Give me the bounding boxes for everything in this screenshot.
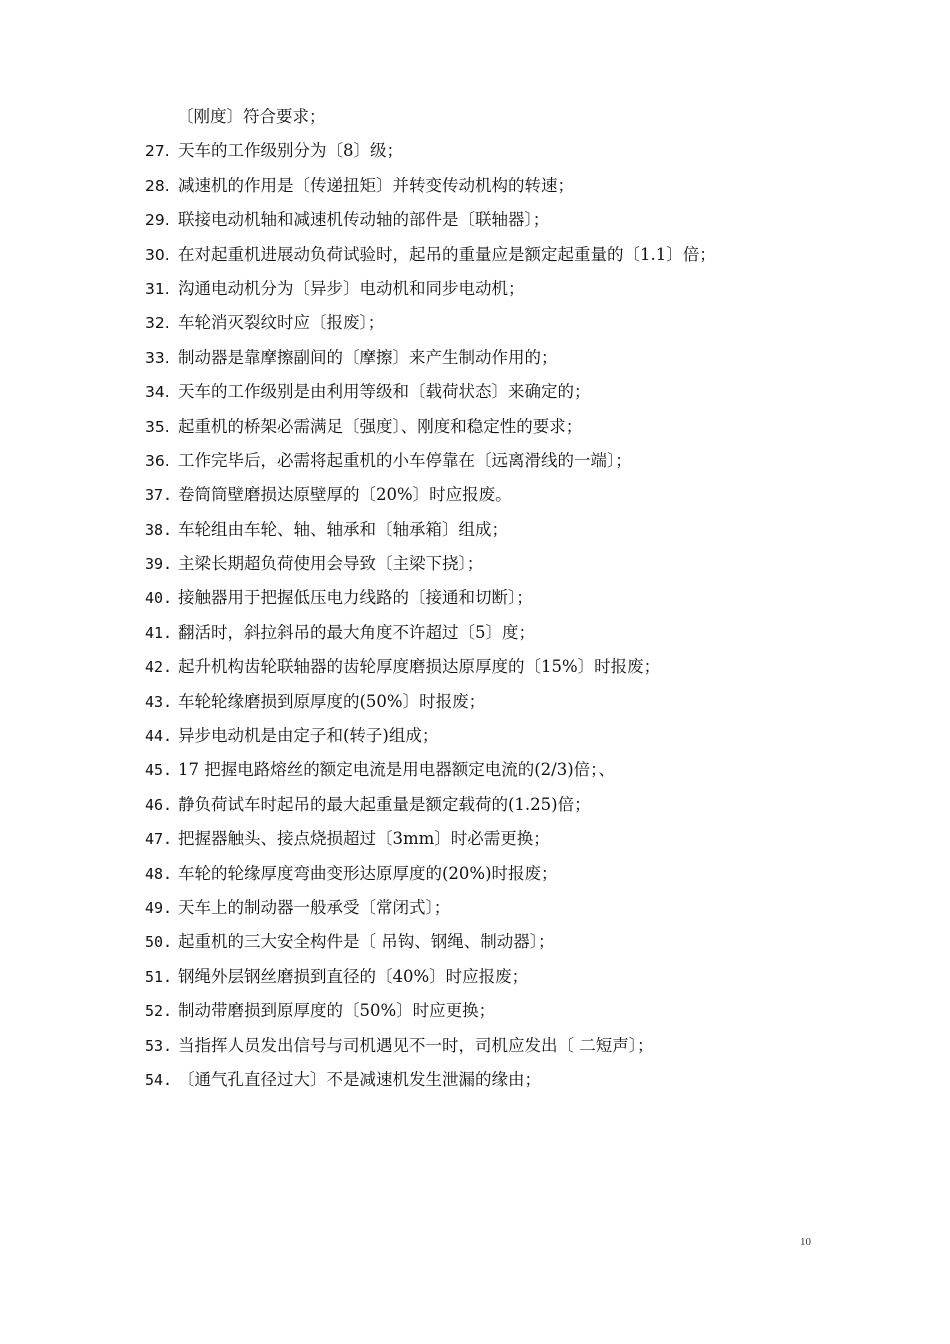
page-number: 10 xyxy=(800,1236,811,1248)
item-text: 在对起重机进展动负荷试验时，起吊的重量应是额定起重量的〔1.1〕倍； xyxy=(178,244,716,264)
list-item xyxy=(145,860,845,894)
list-item xyxy=(145,584,845,618)
list-item xyxy=(145,516,845,550)
item-number: 47. xyxy=(145,830,173,849)
item-text: 卷筒筒壁磨损达原壁厚的〔20%〕时应报废。 xyxy=(178,485,512,505)
list-item xyxy=(145,206,845,240)
items-container xyxy=(145,137,845,1100)
list-item xyxy=(145,378,845,412)
item-text: 起重机的三大安全构件是〔 吊钩、钢绳、制动器〕； xyxy=(178,932,555,952)
item-text: 接触器用于把握低压电力线路的〔接通和切断〕； xyxy=(178,588,533,608)
item-number: 44. xyxy=(145,727,173,746)
item-text: 把握器触头、接点烧损超过〔3mm〕时必需更换； xyxy=(178,829,550,849)
item-number: 39. xyxy=(145,555,173,574)
list-item xyxy=(145,447,845,481)
list-item xyxy=(145,137,845,171)
item-number: 31. xyxy=(145,279,170,298)
item-text: 17 把握电路熔丝的额定电流是用电器额定电流的(2/3)倍；、 xyxy=(178,760,615,780)
item-number: 30. xyxy=(145,245,170,264)
list-item xyxy=(145,963,845,997)
item-text: 工作完毕后，必需将起重机的小车停靠在〔远离滑线的一端〕； xyxy=(178,450,632,470)
list-item xyxy=(145,172,845,206)
item-number: 38. xyxy=(145,520,173,539)
item-text: 沟通电动机分为〔异步〕电动机和同步电动机； xyxy=(178,278,525,298)
list-item xyxy=(145,894,845,928)
item-number: 51. xyxy=(145,967,173,986)
list-item xyxy=(145,275,845,309)
list-item xyxy=(145,481,845,515)
list-item xyxy=(145,722,845,756)
item-text: 联接电动机轴和减速机传动轴的部件是〔联轴器〕； xyxy=(178,210,550,230)
item-number: 37. xyxy=(145,486,173,505)
list-item xyxy=(145,1066,845,1100)
item-text: 钢绳外层钢丝磨损到直径的〔40%〕时应报废； xyxy=(178,966,529,986)
item-number: 49. xyxy=(145,898,173,917)
item-text: 车轮组由车轮、轴、轴承和〔轴承箱〕组成； xyxy=(178,519,508,539)
question-list xyxy=(145,103,845,1100)
list-item xyxy=(145,756,845,790)
list-item xyxy=(145,1032,845,1066)
list-item xyxy=(145,413,845,447)
item-number: 41. xyxy=(145,623,173,642)
item-text: 起升机构齿轮联轴器的齿轮厚度磨损达原厚度的〔15%〕时报废； xyxy=(178,657,661,677)
item-text: 减速机的作用是〔传递扭矩〕并转变传动机构的转速； xyxy=(178,175,574,195)
item-text: 车轮消灭裂纹时应〔报废〕； xyxy=(178,313,385,333)
item-text: 车轮轮缘磨损到原厚度的(50%〕时报废； xyxy=(178,691,486,711)
item-number: 27. xyxy=(145,142,170,161)
list-item xyxy=(145,344,845,378)
continuation-text: 〔刚度〕符合要求； xyxy=(177,107,326,126)
item-text: 异步电动机是由定子和(转子)组成； xyxy=(178,726,439,746)
list-item xyxy=(145,241,845,275)
item-text: 制动器是靠摩擦副间的〔摩擦〕来产生制动作用的； xyxy=(178,347,558,367)
item-text: 起重机的桥架必需满足〔强度〕、刚度和稳定性的要求； xyxy=(178,416,583,436)
list-item xyxy=(145,688,845,722)
item-text: 主梁长期超负荷使用会导致〔主梁下挠〕； xyxy=(178,554,484,574)
list-item xyxy=(145,653,845,687)
continuation-line xyxy=(145,103,845,137)
list-item xyxy=(145,309,845,343)
list-item xyxy=(145,791,845,825)
item-number: 34. xyxy=(145,383,170,402)
item-number: 29. xyxy=(145,211,170,230)
item-text: 天车的工作级别是由利用等级和〔载荷状态〕来确定的； xyxy=(178,382,591,402)
item-number: 54. xyxy=(145,1070,173,1089)
item-number: 28. xyxy=(145,176,170,195)
item-text: 翻活时，斜拉斜吊的最大角度不许超过〔5〕度； xyxy=(178,622,535,642)
item-number: 40. xyxy=(145,589,173,608)
item-number: 33. xyxy=(145,348,170,367)
item-number: 45. xyxy=(145,761,173,780)
item-number: 50. xyxy=(145,933,173,952)
item-text: 制动带磨损到原厚度的〔50%〕时应更换； xyxy=(178,1001,496,1021)
item-text: 天车上的制动器一般承受〔常闭式〕； xyxy=(178,897,451,917)
item-number: 32. xyxy=(145,314,170,333)
list-item xyxy=(145,825,845,859)
item-number: 42. xyxy=(145,658,173,677)
item-text: 静负荷试车时起吊的最大起重量是额定载荷的(1.25)倍； xyxy=(178,794,591,814)
list-item xyxy=(145,997,845,1031)
item-text: 当指挥人员发出信号与司机遇见不一时，司机应发出〔 二短声〕； xyxy=(178,1035,654,1055)
item-text: 天车的工作级别分为〔8〕级； xyxy=(178,141,403,161)
list-item xyxy=(145,928,845,962)
item-number: 43. xyxy=(145,692,173,711)
item-number: 46. xyxy=(145,795,173,814)
item-number: 52. xyxy=(145,1002,173,1021)
item-text: 〔通气孔直径过大〕不是减速机发生泄漏的缘由； xyxy=(178,1069,541,1089)
item-number: 36. xyxy=(145,451,170,470)
list-item xyxy=(145,550,845,584)
item-number: 53. xyxy=(145,1036,173,1055)
item-text: 车轮的轮缘厚度弯曲变形达原厚度的(20%)时报废； xyxy=(178,863,558,883)
item-number: 48. xyxy=(145,864,173,883)
item-number: 35. xyxy=(145,417,170,436)
list-item xyxy=(145,619,845,653)
